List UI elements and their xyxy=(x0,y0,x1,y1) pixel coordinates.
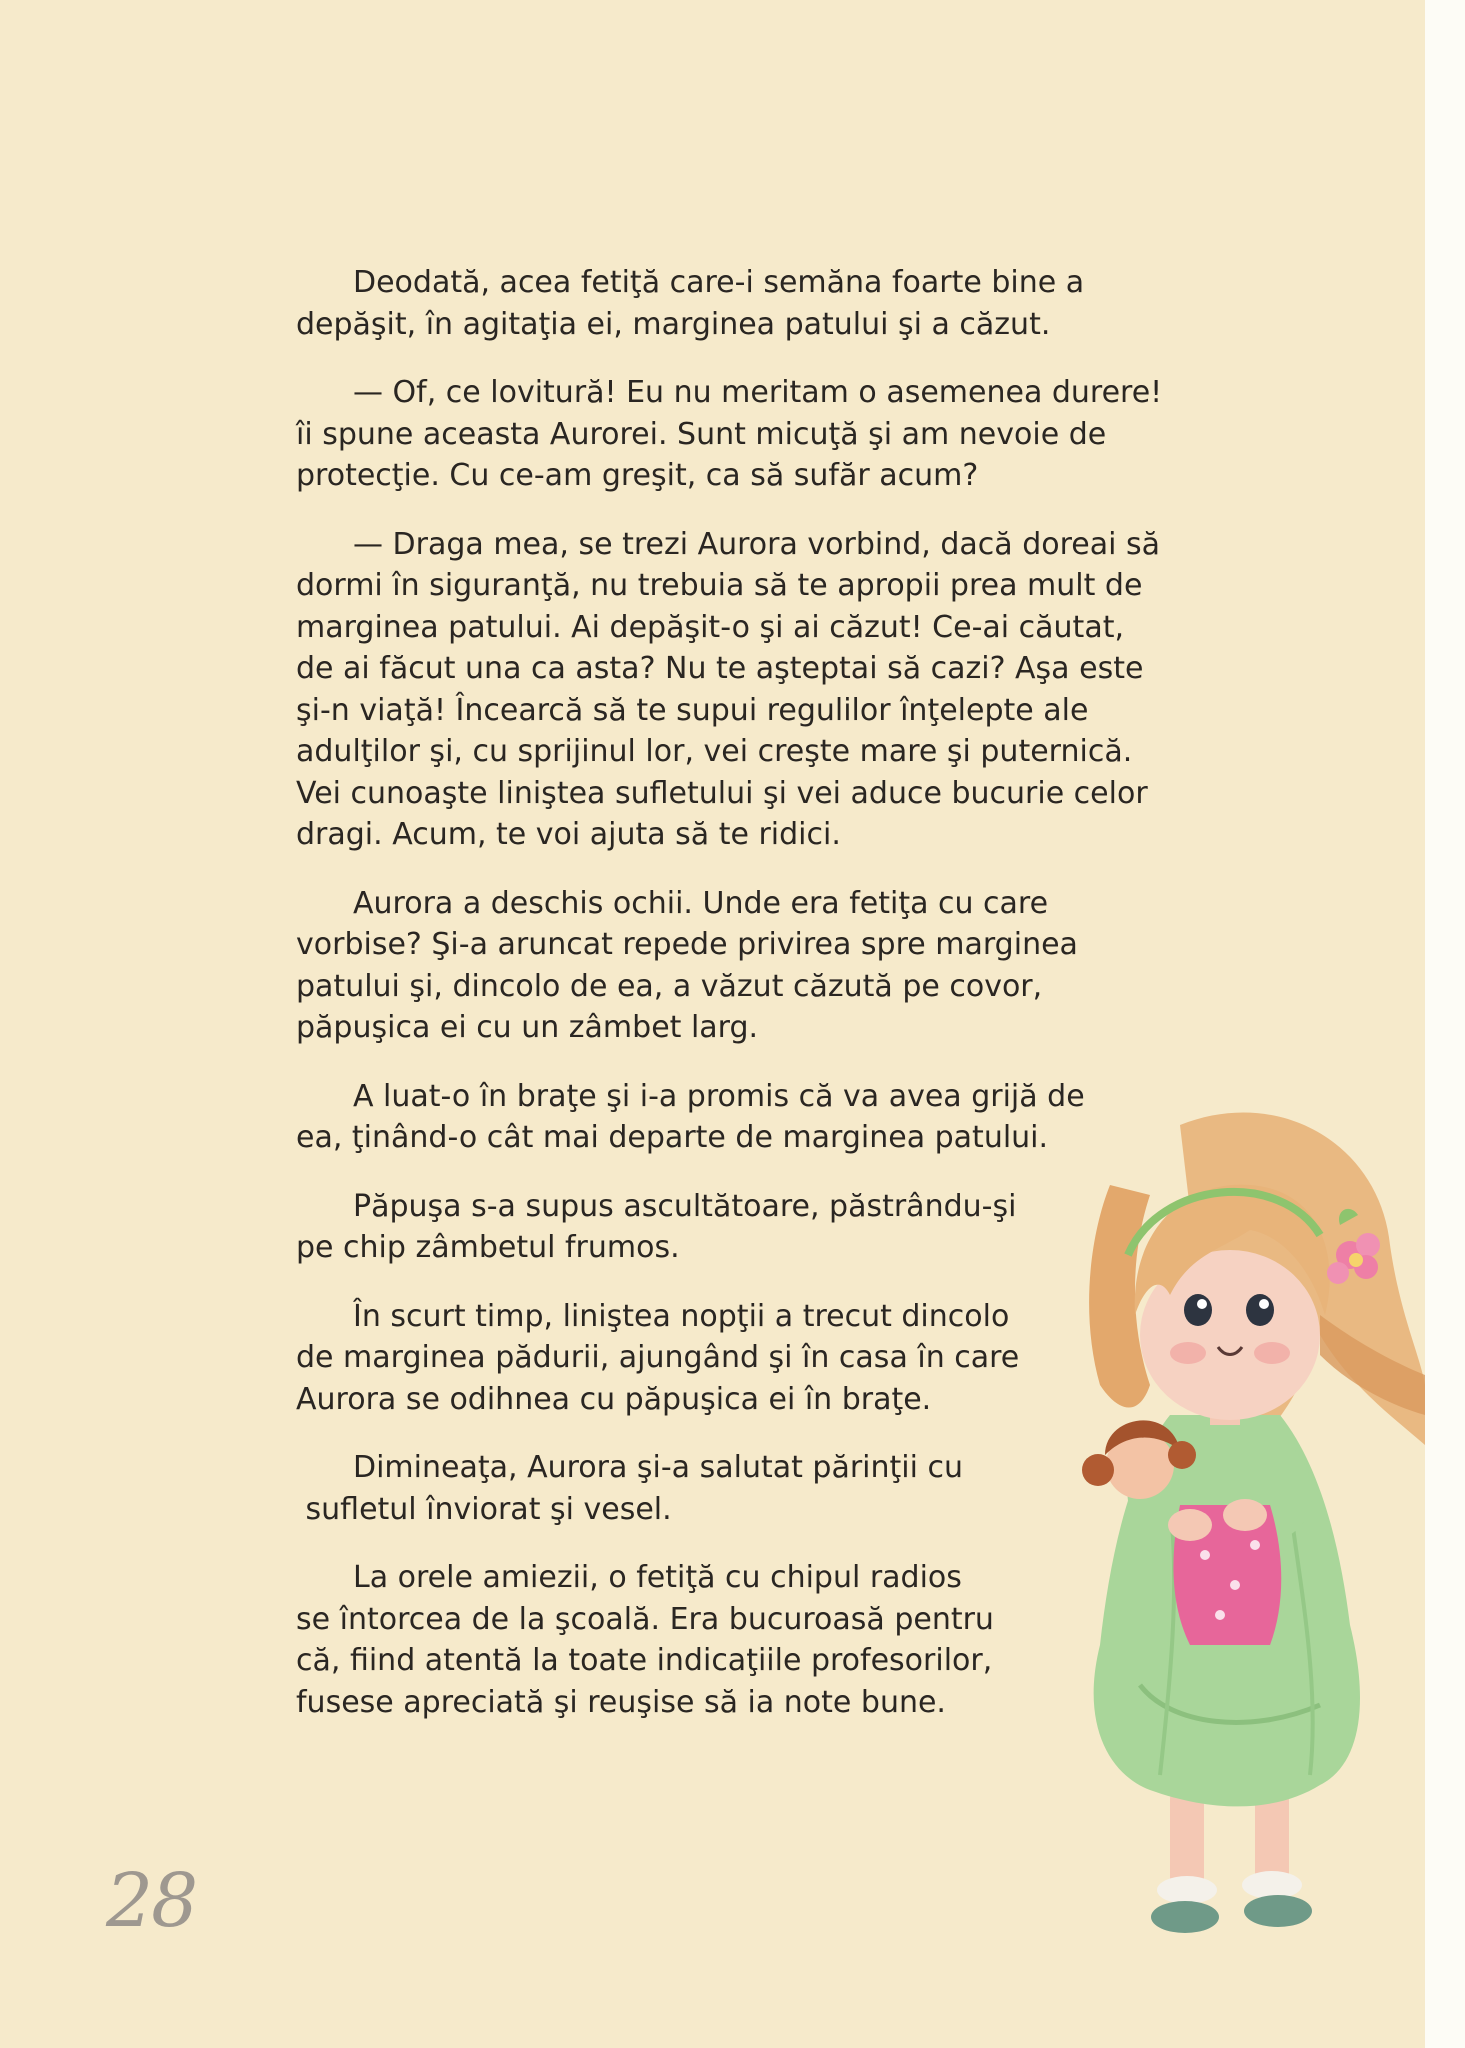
paragraph xyxy=(296,372,1176,497)
text-line: dragi. Acum, te voi ajuta să te ridici. xyxy=(296,817,841,852)
text-line: Deodată, acea fetiţă care-i semăna foarte bine a xyxy=(353,265,1085,300)
text-line: Dimineaţa, Aurora şi-a salutat părinţii cu xyxy=(353,1450,963,1485)
text-line: Aurora a deschis ochii. Unde era fetiţa cu care xyxy=(353,885,1049,921)
text-line: A luat-o în braţe şi i-a promis că va avea grijă de xyxy=(353,1078,1085,1114)
text-line: că, fiind atentă la toate indicaţiile profesorilor, xyxy=(296,1643,993,1678)
text-line: Păpuşa s-a supus ascultătoare, păstrându-şi xyxy=(353,1188,1017,1224)
text-line: patului şi, dincolo de ea, a văzut căzută pe covor, xyxy=(296,968,1043,1004)
text-line: şi-n viaţă! Încearcă să te supui regulilor înţelepte ale xyxy=(296,692,1089,728)
text-line: păpuşica ei cu un zâmbet larg. xyxy=(296,1010,759,1045)
paragraph xyxy=(296,262,1176,345)
text-line: îi spune aceasta Aurorei. Sunt micuţă şi am nevoie de xyxy=(296,416,1107,452)
text-line: de ai făcut una ca asta? Nu te aşteptai să cazi? Aşa este xyxy=(296,651,1144,686)
text-line: sufletul înviorat şi vesel. xyxy=(296,1491,672,1527)
text-line: — Draga mea, se trezi Aurora vorbind, dacă doreai să xyxy=(353,526,1160,562)
text-line: protecţie. Cu ce-am greşit, ca să sufăr acum? xyxy=(296,458,979,493)
text-line: se întorcea de la şcoală. Era bucuroasă pentru xyxy=(296,1601,994,1637)
paragraph xyxy=(296,524,1176,856)
text-line: de marginea pădurii, ajungând şi în casa în care xyxy=(296,1340,1020,1375)
text-line: vorbise? Şi-a aruncat repede privirea spre marginea xyxy=(296,927,1078,962)
text-line: pe chip zâmbetul frumos. xyxy=(296,1230,680,1265)
page-margin xyxy=(1425,0,1465,2048)
text-line: Aurora se odihnea cu păpuşica ei în braţe. xyxy=(296,1381,932,1417)
text-line: — Of, ce lovitură! Eu nu meritam o asemenea durere! xyxy=(353,375,1163,410)
page-number: 28 xyxy=(106,1858,197,1944)
paragraph xyxy=(296,883,1176,1049)
text-line: depăşit, în agitaţia ei, marginea patului şi a căzut. xyxy=(296,306,1051,342)
text-line: marginea patului. Ai depăşit-o şi ai căzut! Ce-ai căutat, xyxy=(296,609,1125,645)
text-line: La orele amiezii, o fetiţă cu chipul radios xyxy=(353,1560,962,1595)
girl-holding-doll-illustration xyxy=(1020,1085,1425,1945)
text-line: În scurt timp, liniştea nopţii a trecut dincolo xyxy=(353,1298,1010,1334)
text-line: adulţilor şi, cu sprijinul lor, vei creşte mare şi puternică. xyxy=(296,734,1133,769)
text-line: ea, ţinând-o cât mai departe de marginea patului. xyxy=(296,1120,1049,1155)
text-line: dormi în siguranţă, nu trebuia să te apropii prea mult de xyxy=(296,568,1143,603)
text-line: Vei cunoaşte liniştea sufletului şi vei aduce bucurie celor xyxy=(296,775,1148,811)
text-line: fusese apreciată şi reuşise să ia note bune. xyxy=(296,1684,946,1720)
